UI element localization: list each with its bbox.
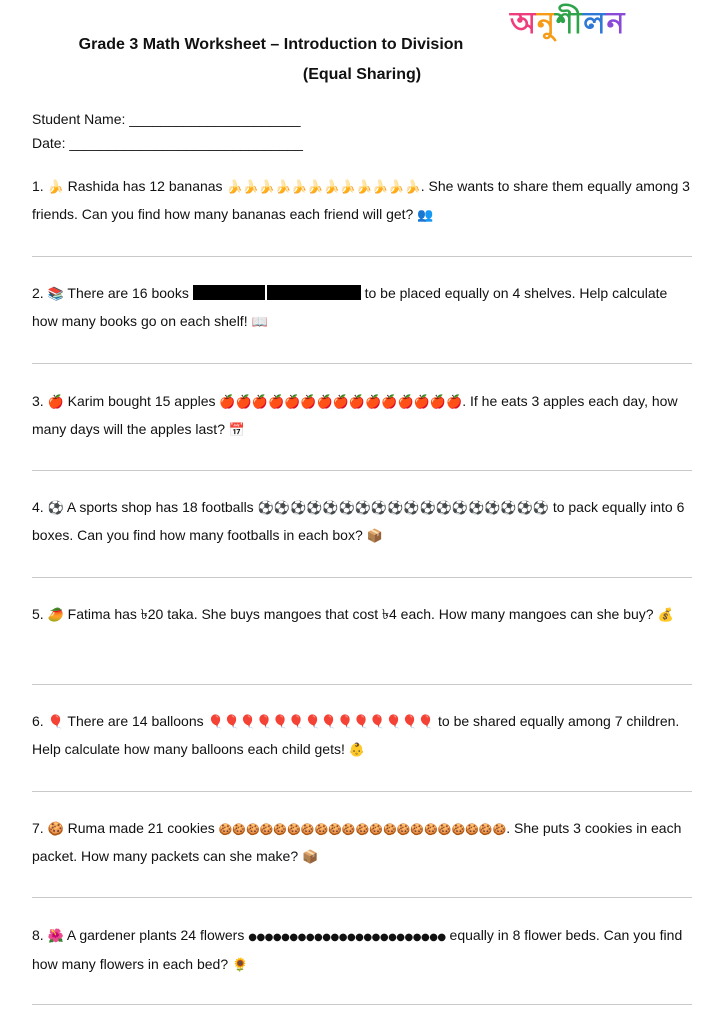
answer-line xyxy=(32,256,692,257)
worksheet-title: Grade 3 Math Worksheet – Introduction to Division xyxy=(78,36,464,53)
people-icon: 👥 xyxy=(417,208,434,223)
answer-line xyxy=(32,363,692,364)
banana-group-icons: 🍌🍌🍌🍌🍌🍌🍌🍌🍌🍌🍌🍌 xyxy=(226,180,421,195)
balloon-group-icons: 🎈🎈🎈🎈🎈🎈🎈🎈🎈🎈🎈🎈🎈🎈 xyxy=(207,715,435,730)
date-field[interactable]: Date: ______________________________ xyxy=(32,135,303,151)
banana-icon: 🍌 xyxy=(47,180,64,195)
question-5: 5. 🥭 Fatima has ৳20 taka. She buys mangoes that cost ৳4 each. How many mangoes can she buy? 💰 xyxy=(32,606,674,623)
question-1: 1. 🍌 Rashida has 12 bananas 🍌🍌🍌🍌🍌🍌🍌🍌🍌🍌🍌🍌. She wants to share them equally among 3 friends. Can you find how many bananas each friend will get? 👥 xyxy=(32,178,690,223)
question-8: 8. 🌺 A gardener plants 24 flowers ●●●●●●●●●●●●●●●●●●●●●●●● equally in 8 flower beds. Can you find how many flowers in each bed? 🌻 xyxy=(32,927,683,973)
open-book-icon: 📖 xyxy=(251,315,268,330)
mango-icon: 🥭 xyxy=(47,608,64,623)
answer-line xyxy=(32,470,692,471)
redacted-block xyxy=(267,285,361,300)
balloon-icon: 🎈 xyxy=(47,715,64,730)
anushilon-logo: অনুশীলন xyxy=(510,6,626,41)
answer-line xyxy=(32,791,692,792)
cookie-icon: 🍪 xyxy=(47,822,64,837)
apple-icon: 🍎 xyxy=(47,395,64,410)
cookie-group-icons: 🍪🍪🍪🍪🍪🍪🍪🍪🍪🍪🍪🍪🍪🍪🍪🍪🍪🍪🍪🍪🍪 xyxy=(218,823,507,836)
question-7: 7. 🍪 Ruma made 21 cookies 🍪🍪🍪🍪🍪🍪🍪🍪🍪🍪🍪🍪🍪🍪🍪🍪🍪🍪🍪🍪🍪. She puts 3 cookies in each packet. How many packets can she make? 📦 xyxy=(32,820,682,865)
student-name-field[interactable]: Student Name: ______________________ xyxy=(32,111,301,127)
hibiscus-icon: 🌺 xyxy=(47,929,64,944)
money-bag-icon: 💰 xyxy=(657,608,674,623)
answer-line xyxy=(32,577,692,578)
answer-line xyxy=(32,1004,692,1005)
worksheet-subtitle: (Equal Sharing) xyxy=(302,66,422,83)
box-icon: 📦 xyxy=(366,529,383,544)
calendar-icon: 📅 xyxy=(228,423,246,438)
question-6: 6. 🎈 There are 14 balloons 🎈🎈🎈🎈🎈🎈🎈🎈🎈🎈🎈🎈🎈🎈 to be shared equally among 7 children. Help calculate how many balloons each child gets! 👶 xyxy=(32,713,680,758)
apple-group-icons: 🍎🍎🍎🍎🍎🍎🍎🍎🍎🍎🍎🍎🍎🍎🍎 xyxy=(219,395,463,410)
sunflower-icon: 🌻 xyxy=(232,958,249,973)
question-2: 2. 📚 There are 16 books to be placed equally on 4 shelves. Help calculate how many books go on each shelf! 📖 xyxy=(32,285,668,330)
question-3: 3. 🍎 Karim bought 15 apples 🍎🍎🍎🍎🍎🍎🍎🍎🍎🍎🍎🍎🍎🍎🍎. If he eats 3 apples each day, how many days will the apples last? 📅 xyxy=(32,393,678,438)
answer-line xyxy=(32,684,692,685)
football-icon: ⚽ xyxy=(47,501,64,516)
football-group-icons: ⚽⚽⚽⚽⚽⚽⚽⚽⚽⚽⚽⚽⚽⚽⚽⚽⚽⚽ xyxy=(257,501,549,516)
question-4: 4. ⚽ A sports shop has 18 footballs ⚽⚽⚽⚽⚽⚽⚽⚽⚽⚽⚽⚽⚽⚽⚽⚽⚽⚽ to pack equally into 6 boxes. Can you find how many footballs in each box? 📦 xyxy=(32,499,685,544)
redacted-block xyxy=(193,285,265,300)
books-icon: 📚 xyxy=(47,287,64,302)
flower-group-dots: ●●●●●●●●●●●●●●●●●●●●●●●● xyxy=(248,932,446,943)
baby-icon: 👶 xyxy=(348,743,365,758)
box-icon: 📦 xyxy=(302,850,319,865)
answer-line xyxy=(32,897,692,898)
